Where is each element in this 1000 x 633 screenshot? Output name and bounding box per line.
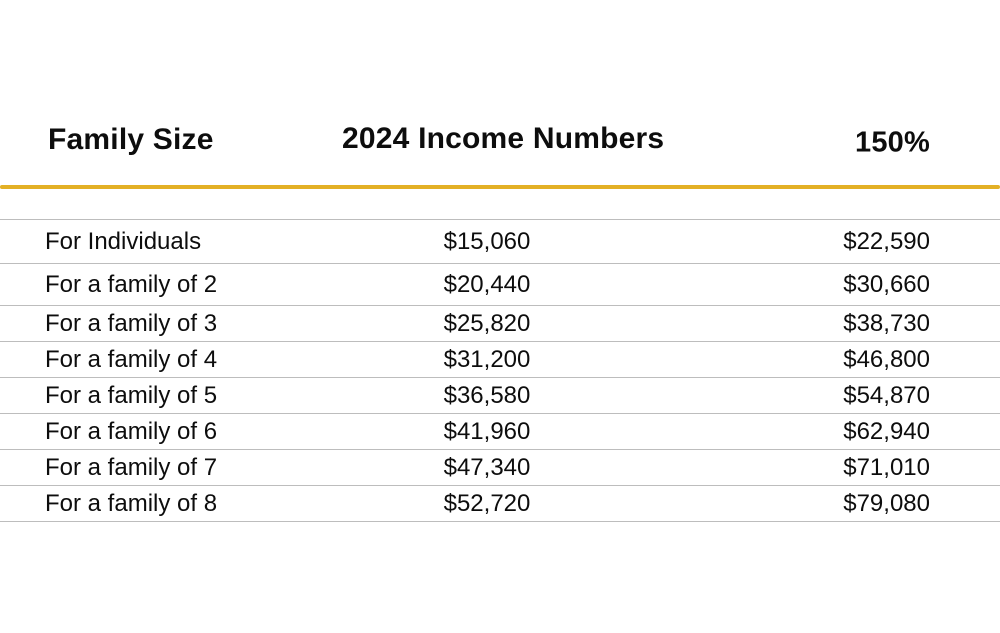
income-cell: $15,060 — [443, 227, 531, 255]
table-row — [0, 263, 1000, 305]
table-row — [0, 377, 1000, 413]
income-cell: $20,440 — [443, 270, 531, 298]
table-row — [0, 413, 1000, 449]
income-cell: $52,720 — [443, 489, 531, 517]
table-row — [0, 305, 1000, 341]
family-size-cell: For a family of 3 — [45, 309, 218, 337]
pct150-cell: $46,800 — [843, 345, 930, 373]
family-size-cell: For a family of 6 — [45, 417, 218, 445]
income-cell: $41,960 — [443, 417, 531, 445]
pct150-cell: $71,010 — [843, 453, 930, 481]
pct150-cell: $22,590 — [843, 227, 930, 255]
family-size-cell: For Individuals — [45, 227, 202, 255]
pct150-cell: $54,870 — [843, 381, 930, 409]
pct150-cell: $38,730 — [843, 309, 930, 337]
pct150-cell: $79,080 — [843, 489, 930, 517]
income-cell: $47,340 — [443, 453, 531, 481]
pct150-cell: $62,940 — [843, 417, 930, 445]
table-row — [0, 485, 1000, 522]
family-size-cell: For a family of 2 — [45, 270, 218, 298]
income-cell: $31,200 — [443, 345, 531, 373]
family-size-cell: For a family of 4 — [45, 345, 218, 373]
gold-divider-line — [0, 185, 1000, 189]
income-cell: $25,820 — [443, 309, 531, 337]
income-cell: $36,580 — [443, 381, 531, 409]
family-size-cell: For a family of 5 — [45, 381, 218, 409]
table-row — [0, 341, 1000, 377]
pct150-cell: $30,660 — [843, 270, 930, 298]
family-size-cell: For a family of 7 — [45, 453, 218, 481]
column-header-income-numbers: 2024 Income Numbers — [342, 122, 665, 155]
family-size-cell: For a family of 8 — [45, 489, 218, 517]
column-header-family-size: Family Size — [48, 123, 214, 156]
table-row — [0, 219, 1000, 263]
income-table — [0, 219, 1000, 522]
table-row — [0, 449, 1000, 485]
column-header-150-percent: 150% — [855, 126, 930, 159]
